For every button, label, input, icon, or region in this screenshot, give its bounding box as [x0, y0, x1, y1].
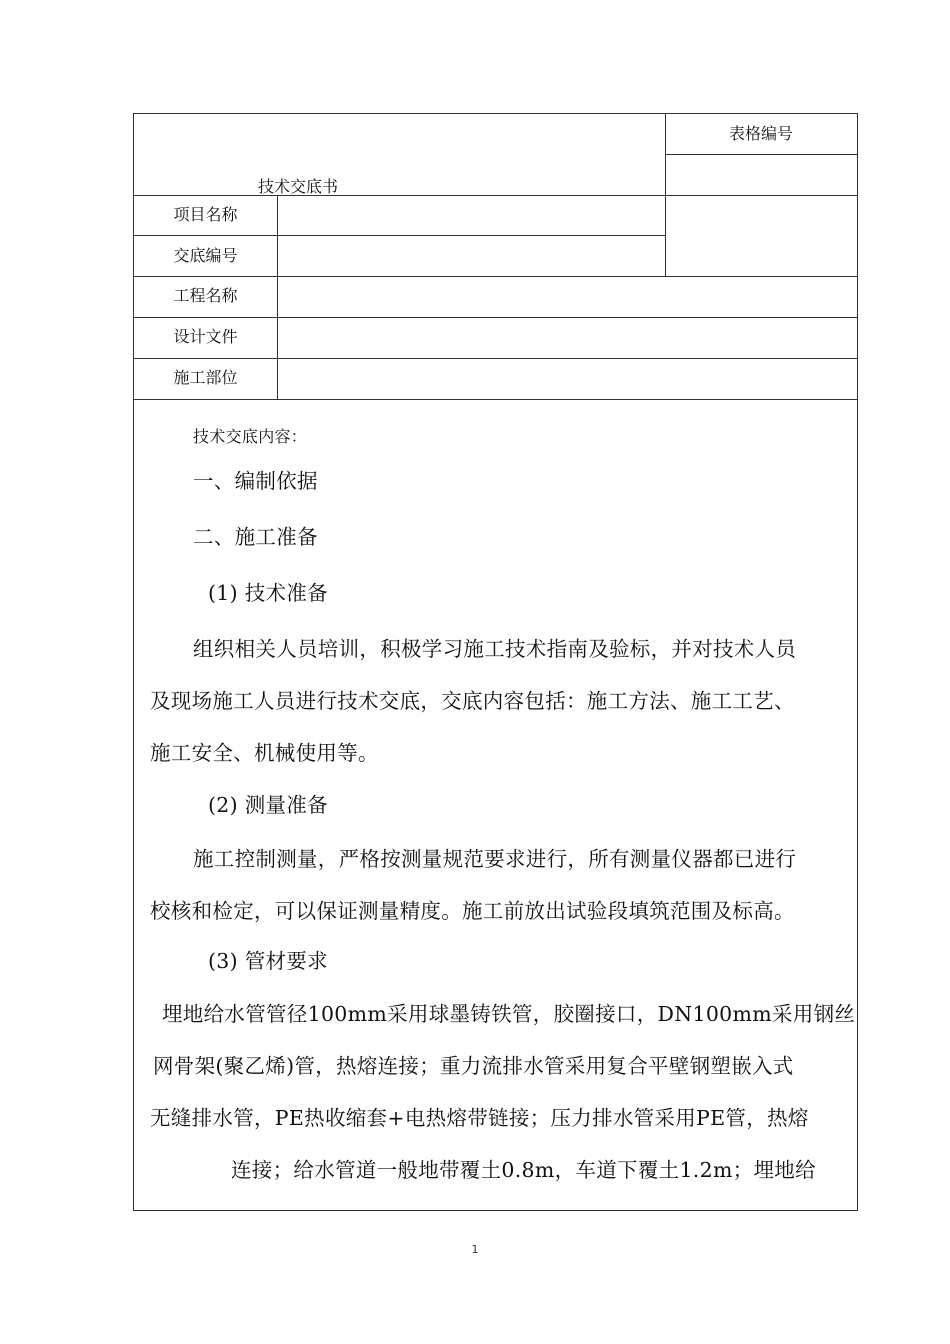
section-heading-preparation: 二、施工准备	[193, 525, 318, 549]
disclosure-content	[134, 400, 857, 1210]
paragraph-line: 施工控制测量，严格按测量规范要求进行，所有测量仪器都已进行	[193, 847, 797, 871]
paragraph-line: 及现场施工人员进行技术交底，交底内容包括：施工方法、施工工艺、	[150, 689, 795, 713]
content-intro: 技术交底内容：	[193, 427, 308, 446]
technical-disclosure-form	[133, 113, 858, 1211]
paragraph-line: 无缝排水管，PE热收缩套+电热熔带链接；压力排水管采用PE管，热熔	[150, 1106, 809, 1130]
subsection-technical-preparation: (1) 技术准备	[208, 581, 328, 605]
subsection-survey-preparation: (2) 测量准备	[208, 793, 328, 817]
grid-line	[134, 317, 857, 318]
grid-line	[665, 154, 857, 155]
engineering-name-label: 工程名称	[173, 286, 238, 305]
paragraph-line: 组织相关人员培训，积极学习施工技术指南及验标，并对技术人员	[193, 637, 797, 661]
disclosure-number-label: 交底编号	[173, 246, 238, 265]
grid-line	[277, 195, 278, 399]
construction-part-label: 施工部位	[173, 368, 238, 387]
document-title: 技术交底书	[258, 177, 339, 196]
grid-line	[134, 358, 857, 359]
grid-line	[134, 235, 665, 236]
subsection-pipe-requirements: (3) 管材要求	[208, 949, 328, 973]
paragraph-line: 校核和检定，可以保证测量精度。施工前放出试验段填筑范围及标高。	[150, 899, 795, 923]
page-number: 1	[471, 1243, 479, 1256]
paragraph-line: 埋地给水管管径100mm采用球墨铸铁管，胶圈接口，DN100mm采用钢丝	[162, 1002, 856, 1026]
section-heading-basis: 一、编制依据	[193, 469, 318, 493]
grid-line	[134, 195, 857, 196]
design-document-label: 设计文件	[173, 327, 238, 346]
project-name-label: 项目名称	[173, 205, 238, 224]
paragraph-line: 施工安全、机械使用等。	[150, 741, 379, 765]
form-number-label: 表格编号	[728, 124, 793, 143]
grid-line	[134, 276, 857, 277]
paragraph-line: 网骨架(聚乙烯)管，热熔连接；重力流排水管采用复合平壁钢塑嵌入式	[153, 1054, 794, 1078]
paragraph-line: 连接；给水管道一般地带覆土0.8m，车道下覆土1.2m；埋地给	[231, 1158, 816, 1182]
